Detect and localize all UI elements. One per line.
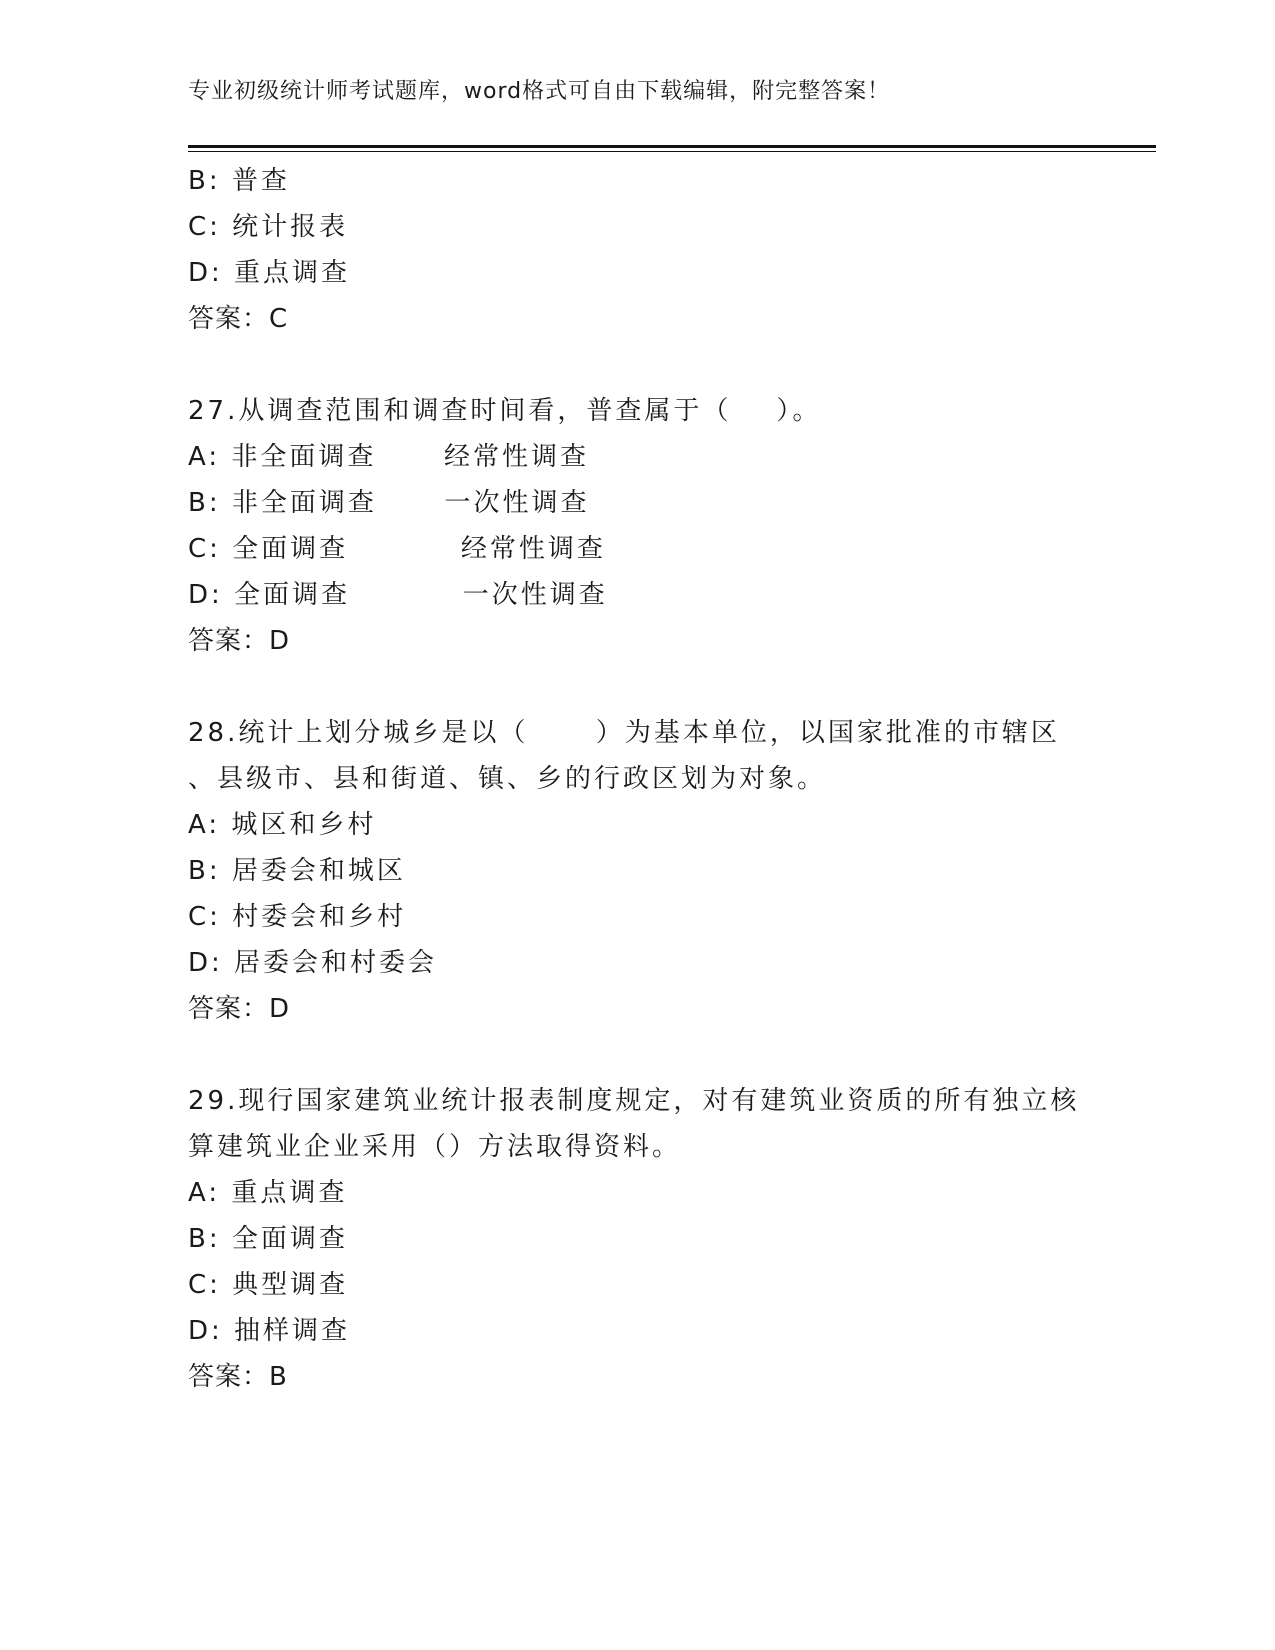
option-c: C: 村委会和乡村 [188, 902, 407, 932]
answer-line: 答案：C [188, 304, 289, 334]
question-stem-continued: 、县级市、县和街道、镇、乡的行政区划为对象。 [188, 764, 827, 794]
header-rule-thin [188, 151, 1156, 152]
option-b: B: 全面调查 [188, 1224, 348, 1254]
question-stem-continued: 算建筑业企业采用（）方法取得资料。 [188, 1132, 682, 1162]
option-d: D: 抽样调查 [188, 1316, 351, 1346]
option-b: B: 居委会和城区 [188, 856, 406, 886]
option-a: A: 非全面调查 经常性调查 [188, 442, 589, 472]
option-c: C: 统计报表 [188, 212, 349, 242]
question-stem: 27.从调查范围和调查时间看，普查属于（ ）。 [188, 396, 822, 426]
option-a: A: 城区和乡村 [188, 810, 377, 840]
option-c: C: 典型调查 [188, 1270, 349, 1300]
page-header: 专业初级统计师考试题库，word格式可自由下载编辑，附完整答案！ [188, 79, 891, 104]
question-content [188, 158, 1088, 1400]
question-block-28 [188, 710, 1088, 1032]
option-b: B: 普查 [188, 166, 290, 196]
option-a: A: 重点调查 [188, 1178, 348, 1208]
question-stem: 29.现行国家建筑业统计报表制度规定，对有建筑业资质的所有独立核 [188, 1086, 1080, 1116]
option-b: B: 非全面调查 一次性调查 [188, 488, 590, 518]
answer-line: 答案：D [188, 626, 291, 656]
question-block-26 [188, 158, 1088, 342]
spacer [188, 664, 1088, 710]
option-d: D: 重点调查 [188, 258, 351, 288]
answer-line: 答案：B [188, 1362, 288, 1392]
question-block-29 [188, 1078, 1088, 1400]
spacer [188, 342, 1088, 388]
option-c: C: 全面调查 经常性调查 [188, 534, 606, 564]
spacer [188, 1032, 1088, 1078]
question-stem: 28.统计上划分城乡是以（ ）为基本单位，以国家批准的市辖区 [188, 718, 1060, 748]
answer-line: 答案：D [188, 994, 291, 1024]
question-block-27 [188, 388, 1088, 664]
option-d: D: 全面调查 一次性调查 [188, 580, 608, 610]
option-d: D: 居委会和村委会 [188, 948, 438, 978]
header-rule-thick [188, 145, 1156, 148]
